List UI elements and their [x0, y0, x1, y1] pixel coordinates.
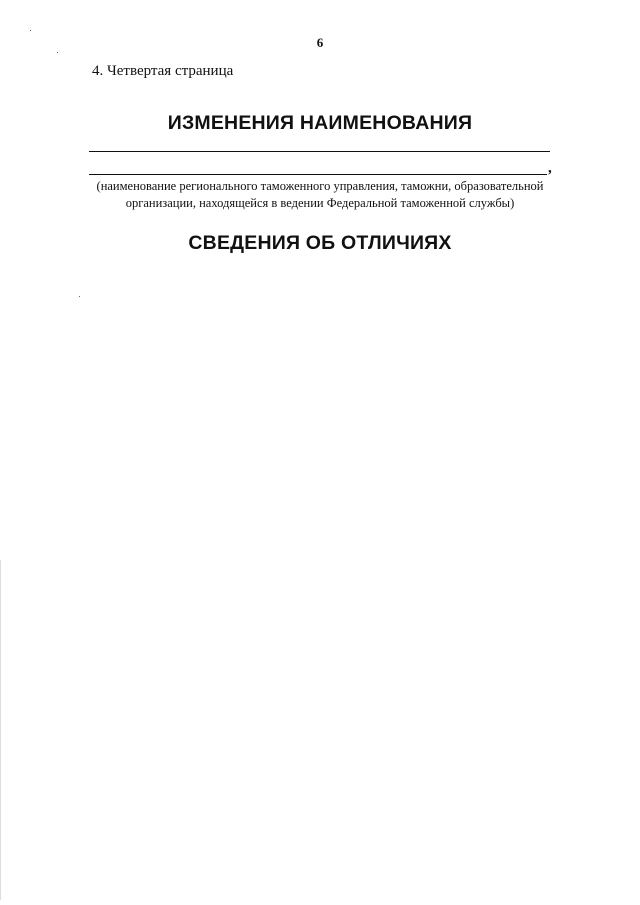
- scan-speck: [79, 296, 80, 297]
- title-name-changes: ИЗМЕНЕНИЯ НАИМЕНОВАНИЯ: [167, 112, 473, 134]
- scan-speck: [30, 30, 31, 31]
- scan-speck: [57, 52, 58, 53]
- caption-line-1: (наименование регионального таможенного управления, таможни, образовательной: [96, 179, 544, 193]
- trailing-comma: ,: [548, 160, 552, 176]
- title-differences-info: СВЕДЕНИЯ ОБ ОТЛИЧИЯХ: [188, 232, 452, 254]
- field-caption: [70, 178, 570, 211]
- blank-fill-line-2: [89, 174, 547, 175]
- page-number: 6: [316, 35, 324, 50]
- caption-line-2: организации, находящейся в ведении Федеральной таможенной службы): [125, 195, 515, 210]
- blank-fill-line-1: [89, 151, 550, 152]
- scan-edge-mark: [0, 560, 1, 900]
- section-heading: 4. Четвертая страница: [92, 63, 234, 79]
